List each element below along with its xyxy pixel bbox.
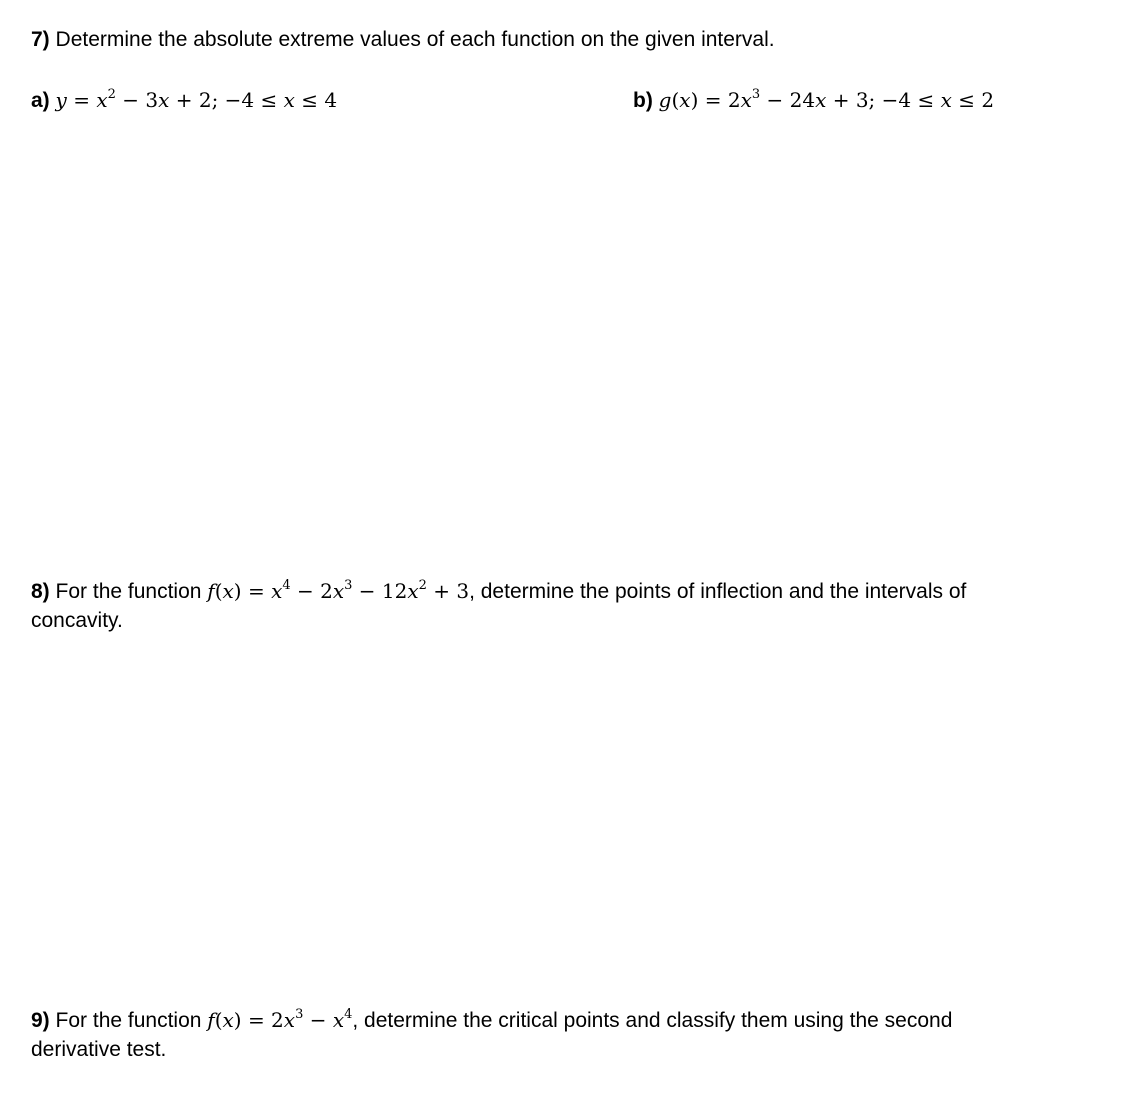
question-7-text: Determine the absolute extreme values of each function on the given interval.	[49, 28, 775, 51]
question-8-prompt: 8) For the function $f(x) = x^4 - 2x^3 - 12x^2 + 3$, determine the points of inflection and the intervals of	[31, 578, 967, 603]
question-7a	[31, 86, 337, 115]
question-8-continuation: concavity.	[31, 609, 123, 632]
question-7b	[633, 86, 994, 115]
question-9-prompt: 9) For the function $f(x) = 2x^3 - x^4$, determine the critical points and classify them using the second	[31, 1007, 953, 1032]
question-9-number: 9)	[31, 1009, 50, 1032]
question-7b-expression: $g(x) = 2x^3 - 24x + 3$; −4 ≤ x ≤ 2	[658, 87, 995, 112]
question-9-expression: $f(x) = 2x^3 - x^4$	[207, 1007, 353, 1032]
question-7b-label: b)	[633, 89, 653, 112]
question-9-continuation: derivative test.	[31, 1038, 167, 1061]
question-7-number: 7)	[31, 28, 50, 51]
question-7a-expression: $y = x^2 - 3x + 2$; −4 ≤ x ≤ 4	[55, 87, 338, 112]
question-8-number: 8)	[31, 580, 50, 603]
question-7a-label: a)	[31, 89, 50, 112]
question-8-expression: $f(x) = x^4 - 2x^3 - 12x^2 + 3$	[207, 578, 470, 603]
question-7-prompt	[31, 26, 775, 54]
